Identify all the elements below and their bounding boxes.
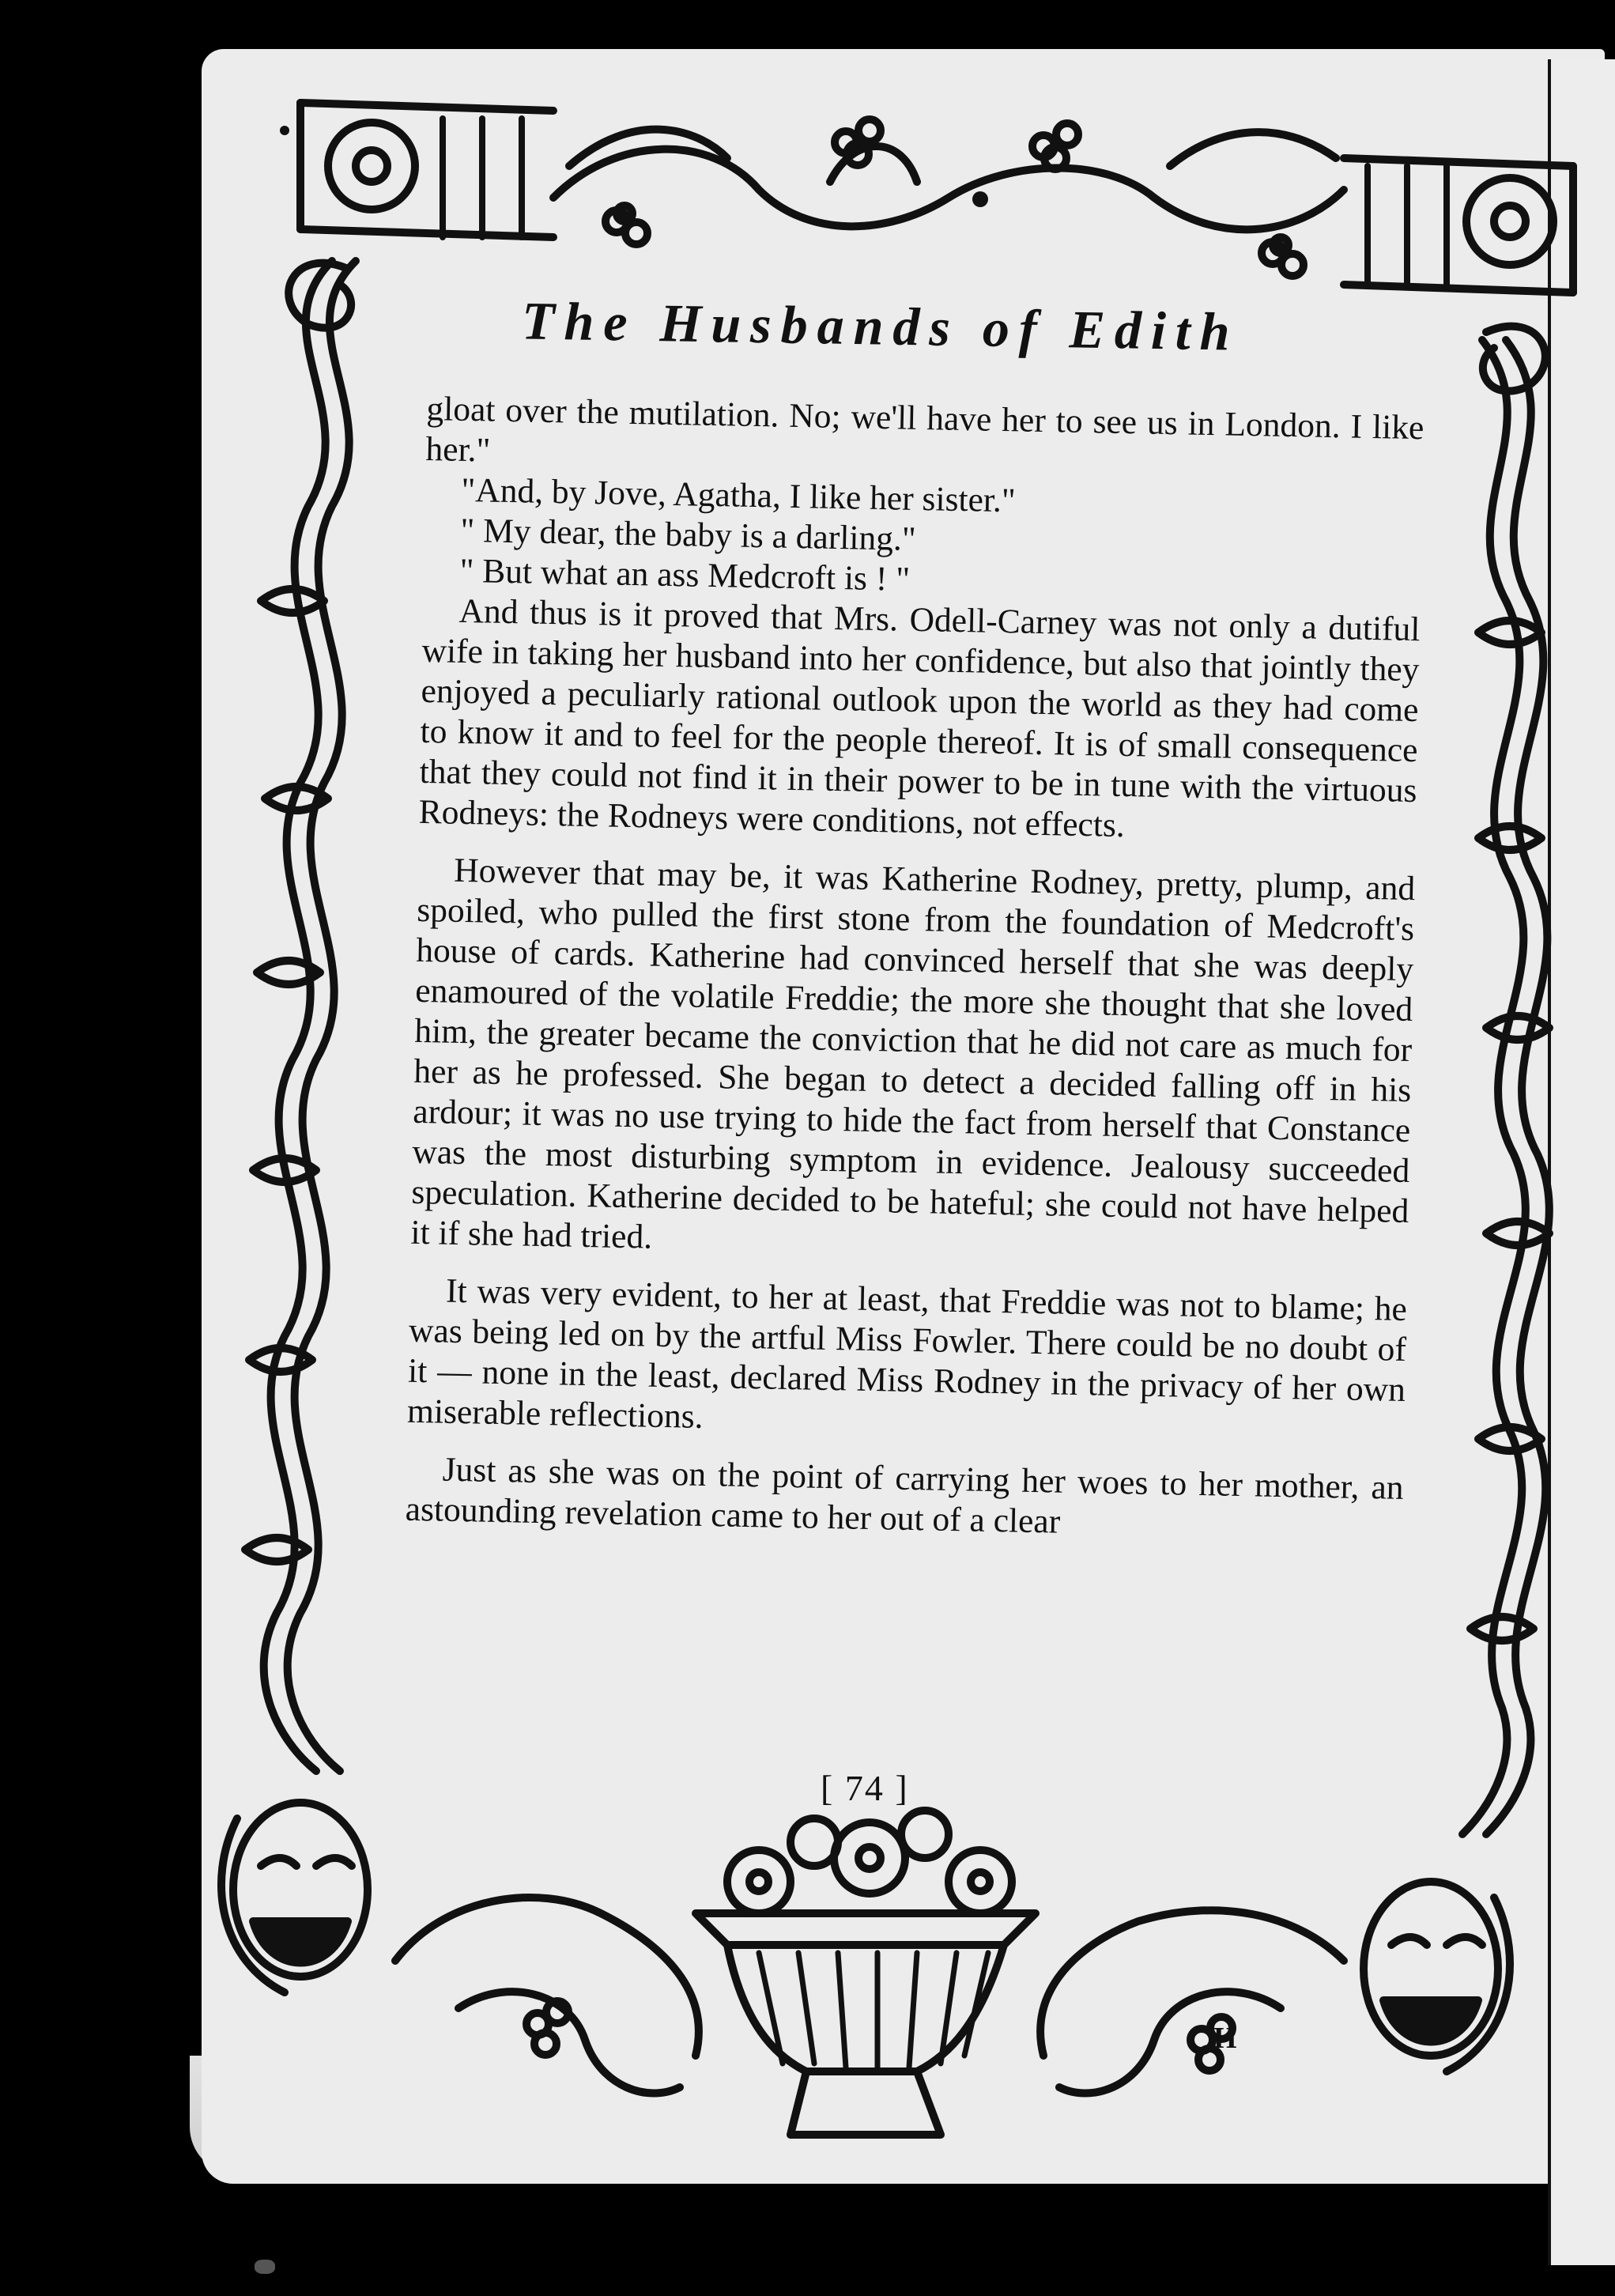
paragraph-continued: gloat over the mutilation. No; we'll have her to see us in London. I like her." xyxy=(425,389,1424,470)
running-title: The Husbands of Edith xyxy=(521,290,1240,362)
paragraph: And thus is it proved that Mrs. Odell-Carney was not only a dutiful wife in taking her husband into her confidence, but also that jointly they enjoyed a peculiarly rational outlook upon the world as they had come to know it and to feel for the people thereof. It is of small consequence that they could not find it in their power to be in tune with the virtuous Rodneys: the Rodneys were conditions, not effects. xyxy=(418,591,1421,845)
monogram-letter: H xyxy=(1213,2022,1237,2055)
paragraph: It was very evident, to her at least, that Freddie was not to blame; he was being led on by the artful Miss Fowler. There could be no doubt of it — none in the least, declared Miss Rodney in the privacy of her own miserable reflections. xyxy=(406,1271,1408,1436)
paragraph: " My dear, the baby is a darling." xyxy=(460,511,917,558)
scan-speck xyxy=(255,2260,275,2274)
paragraph: " But what an ass Medcroft is ! " xyxy=(459,551,911,599)
paragraph: "And, by Jove, Agatha, I like her sister." xyxy=(461,470,1017,520)
paragraph: Just as she was on the point of carrying her woes to her mother, an astounding revelation came to her out of a clear xyxy=(405,1450,1405,1541)
paragraph: However that may be, it was Katherine Rodney, pretty, plump, and spoiled, who pulled the first stone from the foundation of Medcroft's house of cards. Katherine had convinced herself that she was deeply enamoured of the volatile Freddie; the more she thought that she loved him, the greater became the conviction that he did not care as much for her as he professed. She began to detect a decided falling off in his ardour; it was no use trying to hide the fact from herself that Constance was the most disturbing symptom in evidence. Jealousy succeeded speculation. Katherine decided to be hateful; she could not have helped it if she had tried. xyxy=(410,851,1416,1256)
page-number: [ 74 ] xyxy=(821,1768,909,1808)
body-text xyxy=(405,389,1424,1549)
